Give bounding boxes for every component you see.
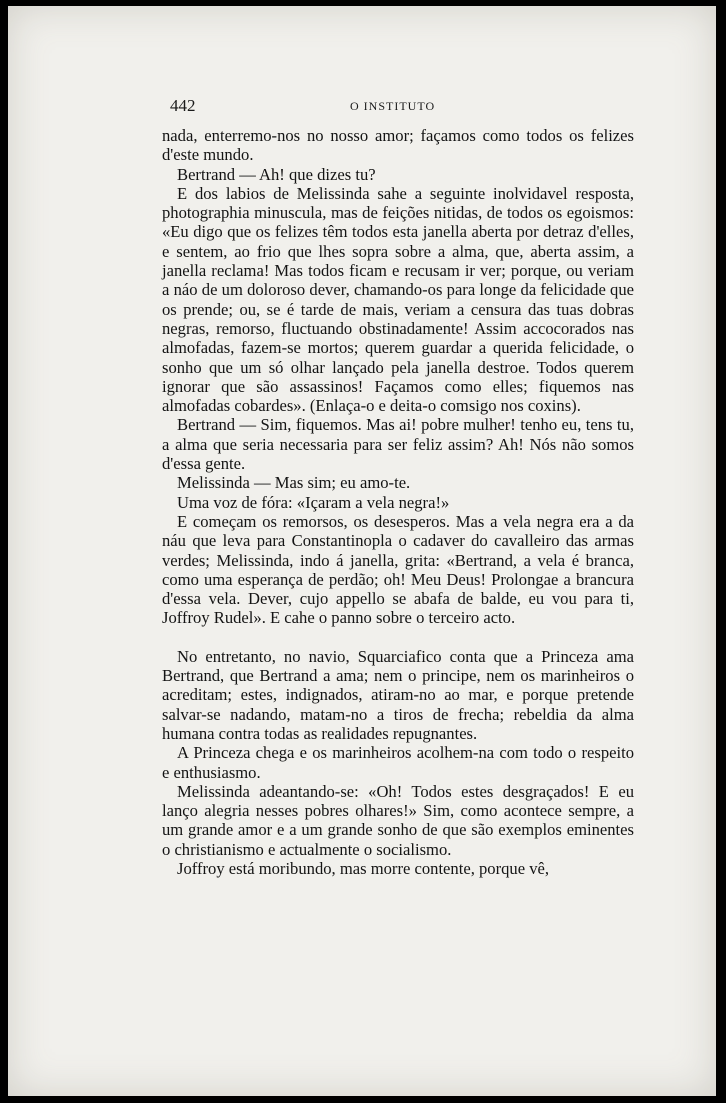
paragraph: Melissinda adeantando-se: «Oh! Todos estes desgraçados! E eu lanço alegria nesses pobres olhares!» Sim, como acontece sempre, a um grande amor e a um grande sonho de que são exemplos eminentes o christianismo e actualmente o socialismo. — [162, 781, 634, 859]
paragraph: E dos labios de Melissinda sahe a seguinte inolvidavel resposta, photographia minuscula, mas de feições nitidas, de todos os egoismos: «Eu digo que os felizes têm todos esta janella aberta por detraz d'elles, e sentem, ao frio que lhes sopra sobre a alma, que, aberta assim, a janella reclama! Mas todos ficam e recusam ir ver; porque, ou veriam a náo de um doloroso dever, chamando-os para longe da felicidade que os prende; ou, se é tarde de mais, veriam a censura das tuas dobras negras, remorso, fluctuando obstinadamente! Assim accocorados nas almofadas, fazem-se mortos; querem guardar a querida felicidade, o sonho que um só olhar lançado pela janella destroe. Todos querem ignorar que são assassinos! Façamos como elles; fiquemos nas almofadas cobardes». (Enlaça-o e deita-o comsigo nos coxins). — [162, 183, 634, 416]
page-number: 442 — [170, 96, 196, 115]
section-break — [162, 628, 634, 647]
paragraph: Joffroy está moribundo, mas morre contente, porque vê, — [177, 858, 550, 878]
paragraph: Bertrand — Sim, fiquemos. Mas ai! pobre mulher! tenho eu, tens tu, a alma que seria necessaria para ser feliz assim? Ah! Nós não somos d'essa gente. — [162, 415, 634, 474]
paragraph: E começam os remorsos, os desesperos. Mas a vela negra era a da náu que leva para Constantinopla o cadaver do cavalleiro das armas verdes; Melissinda, indo á janella, grita: «Bertrand, a vela é branca, como uma esperança de perdão; oh! Meu Deus! Prolongae a brancura d'essa vela. Dever, cujo appello se abafa de balde, eu vou para ti, Joffroy Rudel». E cahe o panno sobre o terceiro acto. — [162, 511, 634, 628]
running-title: O INSTITUTO — [350, 99, 436, 113]
paragraph: Melissinda — Mas sim; eu amo-te. — [177, 473, 411, 493]
page-header — [170, 96, 640, 120]
paragraph: No entretanto, no navio, Squarciafico conta que a Princeza ama Bertrand, que Bertrand a ama; nem o principe, nem os marinheiros o acreditam; estes, indignados, atiram-no ao mar, e porque pretende salvar-se nadando, matam-no a tiros de frecha; rebeldia da alma humana contra todas as realidades repugnantes. — [162, 646, 634, 743]
paragraph: Bertrand — Ah! que dizes tu? — [177, 164, 376, 184]
body-text — [162, 126, 634, 878]
paragraph: A Princeza chega e os marinheiros acolhem-na com todo o respeito e enthusiasmo. — [162, 743, 634, 782]
paragraph: nada, enterremo-nos no nosso amor; façamos como todos os felizes d'este mundo. — [162, 126, 634, 165]
paragraph: Uma voz de fóra: «Içaram a vela negra!» — [177, 492, 450, 512]
